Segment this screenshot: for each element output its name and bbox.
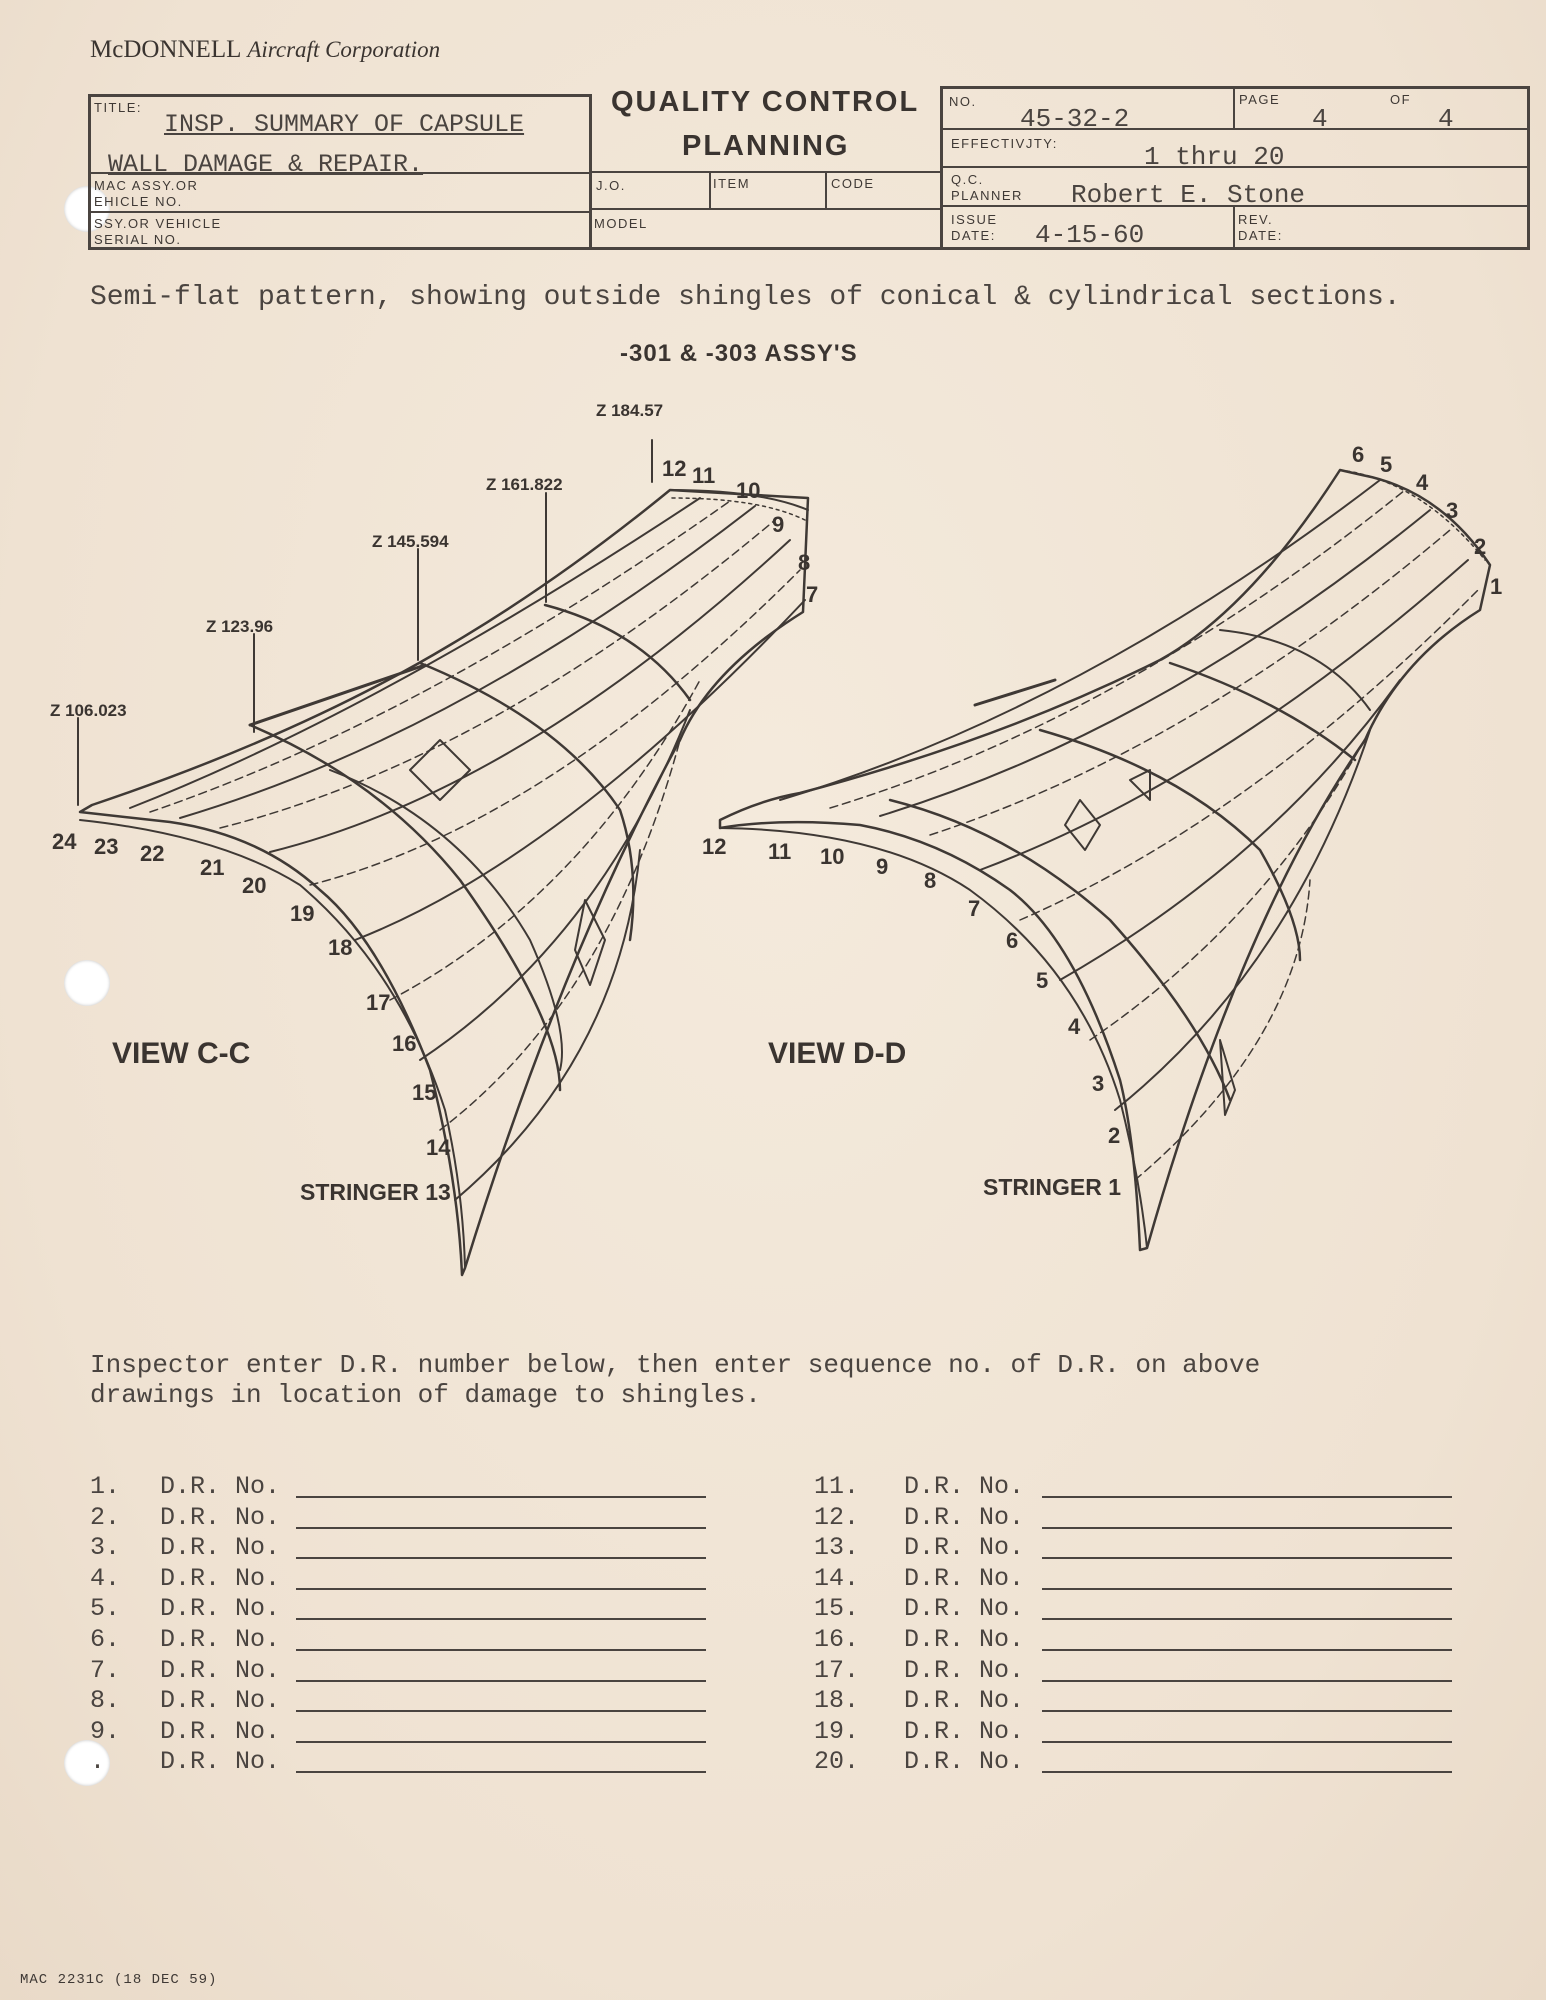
item-label: ITEM xyxy=(713,176,751,191)
dr-entry-label: D.R. No. xyxy=(160,1502,281,1532)
dr-entry-row xyxy=(90,1717,280,1746)
dr-entry-number: 9. xyxy=(90,1716,121,1746)
dr-entry-field[interactable] xyxy=(296,1741,706,1743)
form-name-line-1: QUALITY CONTROL xyxy=(611,86,920,118)
dr-entry-field[interactable] xyxy=(1042,1741,1452,1743)
dr-entry-label: D.R. No. xyxy=(904,1563,1025,1593)
dr-entry-number: 17. xyxy=(814,1655,860,1685)
dr-entry-number: 16. xyxy=(814,1625,860,1654)
title-line-2: WALL DAMAGE & REPAIR. xyxy=(108,150,424,179)
instructions-line-1: Inspector enter D.R. number below, then enter sequence no. of D.R. on above xyxy=(90,1350,1261,1380)
cc-top-number: 9 xyxy=(772,512,785,537)
no-label: NO. xyxy=(949,94,977,109)
dr-entry-number: . xyxy=(90,1747,106,1777)
dr-entry-number: 19. xyxy=(814,1716,860,1746)
dr-entry-row xyxy=(814,1747,1024,1776)
dd-bottom-number: 6 xyxy=(1006,928,1019,953)
dr-entry-label: D.R. No. xyxy=(904,1716,1025,1746)
dr-entry-field[interactable] xyxy=(296,1618,706,1620)
cc-bottom-number: 17 xyxy=(366,990,391,1015)
station-labels xyxy=(50,401,663,720)
dr-entry-label: D.R. No. xyxy=(904,1625,1025,1654)
company-division: Aircraft Corporation xyxy=(247,37,441,62)
stringer-dd-label: STRINGER 1 xyxy=(983,1174,1122,1200)
assy-vehicle-label-2: SERIAL NO. xyxy=(94,232,182,247)
form-number-footer: MAC 2231C (18 DEC 59) xyxy=(20,1972,218,1988)
dr-entry-label: D.R. No. xyxy=(904,1502,1025,1532)
company-name: McDONNELL xyxy=(90,36,242,63)
dr-entry-row xyxy=(814,1686,1024,1715)
title-label: TITLE: xyxy=(94,100,143,115)
dr-entry-field[interactable] xyxy=(1042,1771,1452,1773)
station-label: Z 123.96 xyxy=(206,617,274,636)
dr-entry-row xyxy=(814,1594,1024,1623)
dr-entry-label: D.R. No. xyxy=(160,1747,281,1777)
view-cc-label: VIEW C-C xyxy=(112,1037,251,1070)
dd-top-number: 3 xyxy=(1446,498,1459,523)
dr-entry-field[interactable] xyxy=(296,1496,706,1498)
rev-date-label-2: DATE: xyxy=(1238,228,1283,243)
dd-bottom-number: 8 xyxy=(924,868,937,893)
cc-top-number: 8 xyxy=(798,550,811,575)
dr-entry-row xyxy=(90,1656,280,1685)
dd-bottom-number: 2 xyxy=(1108,1123,1121,1148)
cc-top-number: 10 xyxy=(736,478,761,503)
dr-entry-row xyxy=(90,1533,280,1562)
dr-entry-field[interactable] xyxy=(1042,1680,1452,1682)
form-name-line-2: PLANNING xyxy=(682,130,850,162)
cc-top-number: 7 xyxy=(806,582,819,607)
dr-entry-number: 4. xyxy=(90,1563,121,1593)
qc-planner-label-1: Q.C. xyxy=(951,172,984,187)
qc-planner-label-2: PLANNER xyxy=(951,188,1023,203)
dr-entry-number: 1. xyxy=(90,1472,121,1501)
cc-bottom-number: 23 xyxy=(94,834,119,859)
dr-entry-field[interactable] xyxy=(296,1557,706,1559)
dr-entry-field[interactable] xyxy=(1042,1496,1452,1498)
stringer-cc-label: STRINGER 13 xyxy=(300,1179,451,1205)
instructions-line-2: drawings in location of damage to shingles. xyxy=(90,1380,761,1410)
page-value: 4 xyxy=(1312,104,1328,134)
dr-entry-label: D.R. No. xyxy=(160,1563,281,1593)
dd-top-number: 1 xyxy=(1490,574,1503,599)
dr-entry-label: D.R. No. xyxy=(160,1625,281,1654)
dr-entry-row xyxy=(814,1503,1024,1532)
dd-top-number: 6 xyxy=(1352,442,1365,467)
shingle-drawing xyxy=(0,380,1546,1400)
dr-entry-field[interactable] xyxy=(296,1649,706,1651)
title-line-1: INSP. SUMMARY OF CAPSULE xyxy=(164,110,525,139)
dd-bottom-number: 5 xyxy=(1036,968,1049,993)
dr-entry-row xyxy=(90,1564,280,1593)
dr-entry-field[interactable] xyxy=(296,1771,706,1773)
qc-planner-value: Robert E. Stone xyxy=(1071,180,1306,210)
dr-entry-row xyxy=(814,1472,1024,1501)
cc-bottom-number: 14 xyxy=(426,1135,451,1160)
dr-entry-number: 8. xyxy=(90,1686,121,1716)
issue-date-label-2: DATE: xyxy=(951,228,996,243)
effectivity-label: EFFECTIVJTY: xyxy=(951,136,1058,151)
dd-bottom-number: 9 xyxy=(876,854,889,879)
dd-bottom-number: 4 xyxy=(1068,1014,1081,1039)
dr-entry-label: D.R. No. xyxy=(904,1472,1025,1501)
dr-entry-number: 2. xyxy=(90,1502,121,1532)
station-label: Z 184.57 xyxy=(596,401,664,420)
cc-bottom-number: 22 xyxy=(140,841,165,866)
dd-top-number: 2 xyxy=(1474,534,1487,559)
dr-entry-row xyxy=(814,1625,1024,1654)
dr-entry-label: D.R. No. xyxy=(160,1472,281,1501)
cc-top-number: 11 xyxy=(692,463,716,488)
dr-entry-label: D.R. No. xyxy=(160,1655,281,1685)
cc-top-number: 12 xyxy=(662,456,687,481)
dr-entry-row xyxy=(90,1594,280,1623)
rev-date-label-1: REV. xyxy=(1238,212,1274,227)
station-label: Z 106.023 xyxy=(50,701,127,720)
cc-bottom-number: 18 xyxy=(328,935,353,960)
dd-bottom-number: 11 xyxy=(768,839,792,864)
assy-title: -301 & -303 ASSY'S xyxy=(620,340,858,367)
dr-entry-label: D.R. No. xyxy=(904,1594,1025,1624)
dr-entry-number: 6. xyxy=(90,1625,121,1654)
dr-entry-row xyxy=(814,1564,1024,1593)
dr-entry-field[interactable] xyxy=(296,1527,706,1529)
description-text: Semi-flat pattern, showing outside shingles of conical & cylindrical sections. xyxy=(90,282,1401,313)
dr-entry-label: D.R. No. xyxy=(160,1716,281,1746)
dr-entry-row xyxy=(814,1533,1024,1562)
dr-entry-field[interactable] xyxy=(296,1710,706,1712)
dr-entry-label: D.R. No. xyxy=(904,1533,1025,1563)
cc-bottom-number: 21 xyxy=(200,855,225,880)
code-label: CODE xyxy=(831,176,875,191)
dr-entry-label: D.R. No. xyxy=(160,1594,281,1624)
dr-entry-label: D.R. No. xyxy=(904,1686,1025,1716)
dr-entry-row xyxy=(90,1472,280,1501)
dr-entry-label: D.R. No. xyxy=(904,1747,1025,1777)
dr-entry-label: D.R. No. xyxy=(160,1686,281,1716)
no-value: 45-32-2 xyxy=(1020,104,1130,134)
cc-bottom-number: 15 xyxy=(412,1080,437,1105)
of-label: OF xyxy=(1390,92,1412,107)
dr-entry-number: 5. xyxy=(90,1594,121,1624)
dr-entry-number: 7. xyxy=(90,1655,121,1685)
dr-entry-field[interactable] xyxy=(296,1588,706,1590)
station-label: Z 161.822 xyxy=(486,475,563,494)
of-value: 4 xyxy=(1438,104,1454,134)
dr-entry-row xyxy=(814,1717,1024,1746)
dr-entry-row xyxy=(90,1503,280,1532)
cc-bottom-number: 16 xyxy=(392,1031,417,1056)
dr-entry-number: 12. xyxy=(814,1502,860,1532)
dr-entry-field[interactable] xyxy=(1042,1649,1452,1651)
dr-entry-field[interactable] xyxy=(1042,1527,1452,1529)
company-logo xyxy=(90,36,440,64)
view-dd-label: VIEW D-D xyxy=(768,1037,907,1070)
dd-bottom-number: 12 xyxy=(702,834,727,859)
dr-entry-field[interactable] xyxy=(1042,1557,1452,1559)
station-label: Z 145.594 xyxy=(372,532,449,551)
issue-date-value: 4-15-60 xyxy=(1035,220,1145,250)
dr-entry-row xyxy=(90,1625,280,1654)
dd-bottom-number: 3 xyxy=(1092,1071,1105,1096)
dr-entry-row xyxy=(90,1686,280,1715)
dr-entry-field[interactable] xyxy=(1042,1710,1452,1712)
dr-entry-number: 18. xyxy=(814,1686,860,1716)
cc-bottom-number: 19 xyxy=(290,901,315,926)
dd-bottom-number: 10 xyxy=(820,844,845,869)
dr-entry-field[interactable] xyxy=(1042,1588,1452,1590)
dr-entry-number: 20. xyxy=(814,1747,860,1777)
mac-assy-label-2: EHICLE NO. xyxy=(94,194,183,209)
jo-label: J.O. xyxy=(596,178,626,193)
dr-entry-number: 15. xyxy=(814,1594,860,1624)
effectivity-value: 1 thru 20 xyxy=(1144,142,1285,172)
issue-date-label-1: ISSUE xyxy=(951,212,998,227)
dr-entry-label: D.R. No. xyxy=(904,1655,1025,1685)
page-label: PAGE xyxy=(1239,92,1281,107)
dr-entry-row xyxy=(814,1656,1024,1685)
assy-vehicle-label-1: SSY.OR VEHICLE xyxy=(94,216,222,231)
dr-entry-number: 13. xyxy=(814,1533,860,1563)
dr-entry-number: 3. xyxy=(90,1533,121,1563)
dr-entry-field[interactable] xyxy=(296,1680,706,1682)
dd-top-number: 4 xyxy=(1416,470,1429,495)
dr-entry-number: 14. xyxy=(814,1563,860,1593)
model-label: MODEL xyxy=(594,216,648,231)
cc-bottom-number: 24 xyxy=(52,829,77,854)
dr-entry-row xyxy=(90,1747,280,1776)
dr-entry-number: 11. xyxy=(814,1472,860,1501)
dr-entry-field[interactable] xyxy=(1042,1618,1452,1620)
dr-entry-label: D.R. No. xyxy=(160,1533,281,1563)
dd-top-number: 5 xyxy=(1380,452,1393,477)
cc-bottom-number: 20 xyxy=(242,873,267,898)
dd-bottom-number: 7 xyxy=(968,896,981,921)
mac-assy-label-1: MAC ASSY.OR xyxy=(94,178,199,193)
